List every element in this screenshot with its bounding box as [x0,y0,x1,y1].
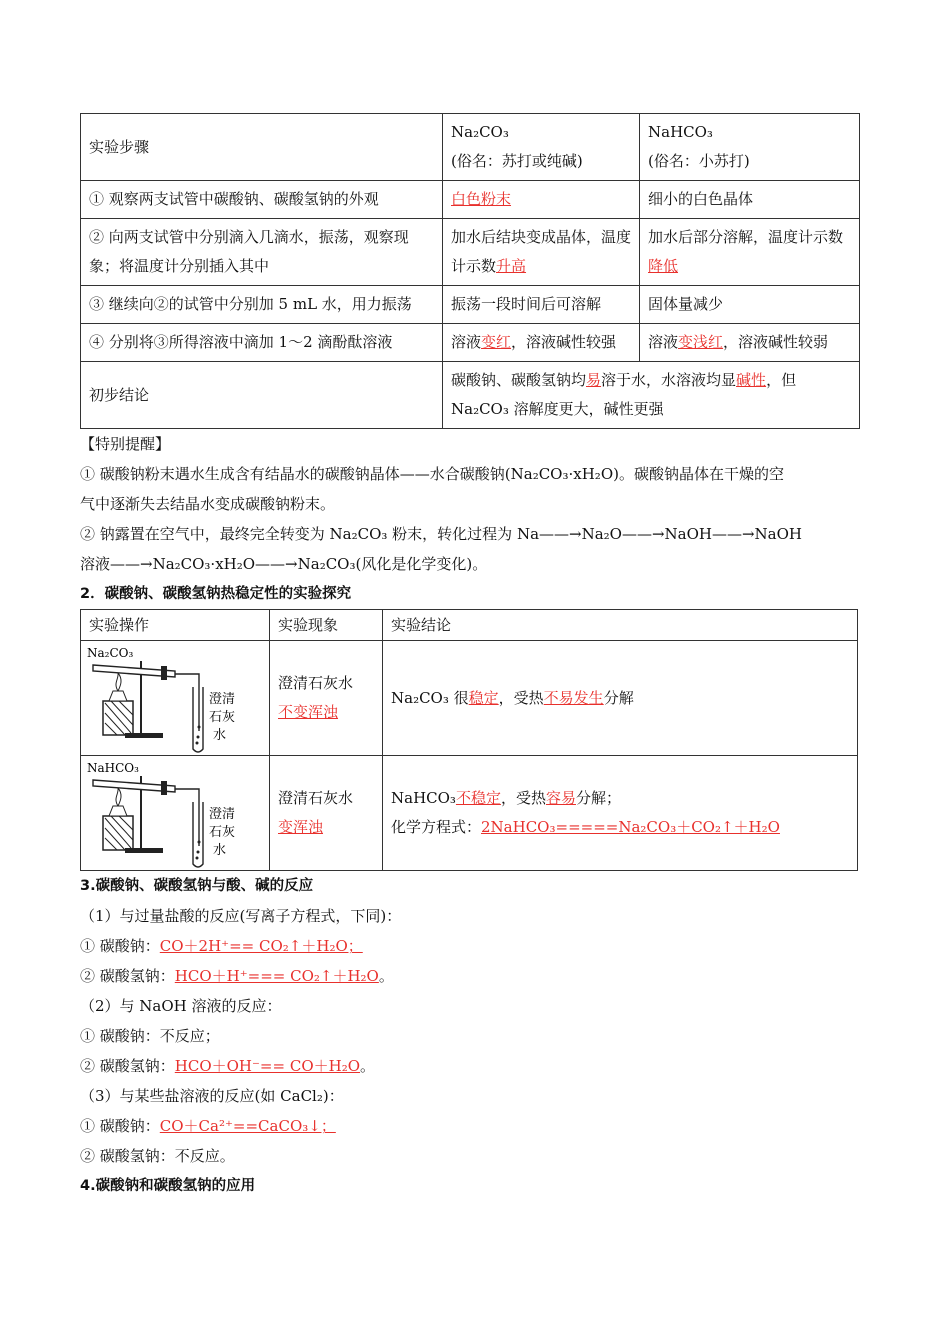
cell-text: 澄清石灰水 [278,674,354,692]
cell-text: 澄清石灰水 [278,789,354,807]
na2co3-alias: (俗名：苏打或纯碱) [451,152,583,170]
section3-title: 3.碳酸钠、碳酸氢钠与酸、碱的反应 [80,878,314,894]
row1-step: ① 观察两支试管中碳酸钠、碳酸氢钠的外观 [81,181,443,219]
tube-label: 石灰 [209,710,236,725]
reaction-line: ① 碳酸钠：不反应； [80,1027,220,1045]
answer-text: 易 [586,371,602,389]
nahco3-alias: (俗名：小苏打) [648,152,750,170]
conclusion-cell [383,641,858,756]
equation-answer: CO＋2H⁺== CO₂↑＋H₂O； [159,937,363,955]
table-row [81,181,860,219]
tube-label: 澄清 [209,807,236,822]
header-phenomenon: 实验现象 [270,610,383,641]
cell-text: ，溶液碱性较强 [511,333,617,351]
tube-label: 水 [213,728,227,743]
answer-text: 容易 [545,789,576,807]
cell-text: ，溶液碱性较弱 [723,333,829,351]
apparatus-image-na2co3 [81,641,270,756]
cell-text: ② 碳酸氢钠： [80,1057,175,1075]
cell-text: ② 碳酸氢钠： [80,967,175,985]
cell-text: ，受热 [498,688,544,707]
row3-na2co3: 振荡一段时间后可溶解 [443,286,640,324]
row4-step: ④ 分别将③所得溶液中滴加 1～2 滴酚酞溶液 [81,324,443,362]
row2-na2co3 [443,219,640,286]
answer-text: 变浑浊 [278,818,324,836]
document-page [80,113,860,1201]
heating-apparatus-diagram [81,641,269,755]
subsection-title: （2）与 NaOH 溶液的反应： [80,997,282,1015]
cell-text: ① 碳酸钠： [80,1117,160,1135]
subsection-title: （1）与过量盐酸的反应(写离子方程式，下同)： [80,907,402,925]
heating-apparatus-diagram [81,756,269,870]
reaction-line: ② 碳酸氢钠：不反应。 [80,1147,235,1165]
cell-text: 化学方程式： [391,818,482,836]
answer-text: 升高 [496,257,527,275]
apparatus-label: NaHCO₃ [87,761,139,775]
reaction-line: ② 碳酸氢钠：HCO＋OH⁻== CO＋H₂O。 [80,1057,376,1075]
na2co3-label: Na₂CO₃ [451,123,509,141]
row2-nahco3 [640,219,860,286]
subsection-title: （3）与某些盐溶液的反应(如 CaCl₂)： [80,1087,344,1105]
cell-text: 碳酸钠、碳酸氢钠均 [451,371,587,389]
cell-text: 分解 [603,688,634,707]
cell-text: 分解； [575,789,621,807]
answer-text: 不易发生 [543,688,604,707]
header-step: 实验步骤 [81,114,443,181]
equation-answer: HCO＋H⁺=== CO₂↑＋H₂O [174,967,379,985]
conclusion-text [443,362,860,429]
reminder-line: ① 碳酸钠粉末遇水生成含有结晶水的碳酸钠晶体——水合碳酸钠(Na₂CO₃·xH₂O)。碳酸钠晶体在干燥的空 [80,465,784,483]
reaction-line: ② 碳酸氢钠：HCO＋H⁺=== CO₂↑＋H₂O。 [80,967,394,985]
cell-text: 加水后部分溶解，温度计示数 [648,228,844,246]
conclusion-cell [383,756,858,871]
comparison-table [80,113,860,429]
table-row [81,756,858,871]
reaction-line [80,931,860,961]
conclusion-line2: Na₂CO₃ 溶解度更大，碱性更强 [451,400,664,418]
reminder-title: 【特别提醒】 [80,435,171,453]
apparatus-image-nahco3 [81,756,270,871]
cell-text: ，但 [766,371,797,389]
answer-text: 降低 [648,257,679,275]
reminder-line: ② 钠露置在空气中，最终完全转变为 Na₂CO₃ 粉末，转化过程为 Na——→Na₂O——→NaOH——→NaOH [80,525,802,543]
cell-text: Na₂CO₃ 很 [391,688,469,707]
reminder-line: 溶液——→Na₂CO₃·xH₂O——→Na₂CO₃(风化是化学变化)。 [80,555,488,573]
row3-step: ③ 继续向②的试管中分别加 5 mL 水，用力振荡 [81,286,443,324]
table-row [81,362,860,429]
answer-text: 碱性 [736,371,767,389]
table-row [81,641,858,756]
row3-nahco3: 固体量减少 [640,286,860,324]
header-na2co3 [443,114,640,181]
cell-text: 溶于水，水溶液均显 [601,371,737,389]
table-row [81,114,860,181]
conclusion-line1 [451,366,851,395]
row4-nahco3 [640,324,860,362]
cell-text: ① 碳酸钠： [80,937,160,955]
cell-text: 溶液 [451,333,482,351]
row2-step: ② 向两支试管中分别滴入几滴水，振荡，观察现象；将温度计分别插入其中 [81,219,443,286]
header-nahco3 [640,114,860,181]
equation-answer: HCO＋OH⁻== CO＋H₂O [174,1057,361,1075]
cell-text: NaHCO₃ [391,789,456,807]
answer-text: 白色粉末 [451,190,512,208]
conclusion-label: 初步结论 [81,362,443,429]
phenomenon-cell [270,756,383,871]
section2-title: 2．碳酸钠、碳酸氢钠热稳定性的实验探究 [80,586,352,602]
tube-label: 水 [213,843,227,858]
reminder-line: 气中逐渐失去结晶水变成碳酸钠粉末。 [80,495,336,513]
phenomenon-cell [270,641,383,756]
table-row [81,610,858,641]
nahco3-label: NaHCO₃ [648,123,713,141]
answer-text: 变红 [481,333,512,351]
cell-text: 溶液 [648,333,679,351]
tube-label: 石灰 [209,825,236,840]
cell-text: 加水后结块变成晶体，温度计示数 [451,228,632,275]
answer-text: 变浅红 [678,333,724,351]
answer-text: 稳定 [468,688,499,707]
cell-text: ，受热 [500,789,546,807]
row1-nahco3: 细小的白色晶体 [640,181,860,219]
tube-label: 澄清 [209,692,236,707]
equation-answer: CO＋Ca²⁺==CaCO₃↓； [159,1117,336,1135]
answer-text: 不稳定 [455,789,501,807]
table-row [81,219,860,286]
row4-na2co3 [443,324,640,362]
header-conclusion: 实验结论 [383,610,858,641]
apparatus-label: Na₂CO₃ [87,646,134,660]
stability-table [80,609,858,871]
equation-answer: 2NaHCO₃=====Na₂CO₃＋CO₂↑＋H₂O [481,818,780,836]
header-operation: 实验操作 [81,610,270,641]
table-row [81,286,860,324]
row1-na2co3 [443,181,640,219]
reaction-line [80,1111,860,1141]
section4-title: 4.碳酸钠和碳酸氢钠的应用 [80,1178,256,1194]
answer-text: 不变浑浊 [278,703,339,721]
table-row [81,324,860,362]
